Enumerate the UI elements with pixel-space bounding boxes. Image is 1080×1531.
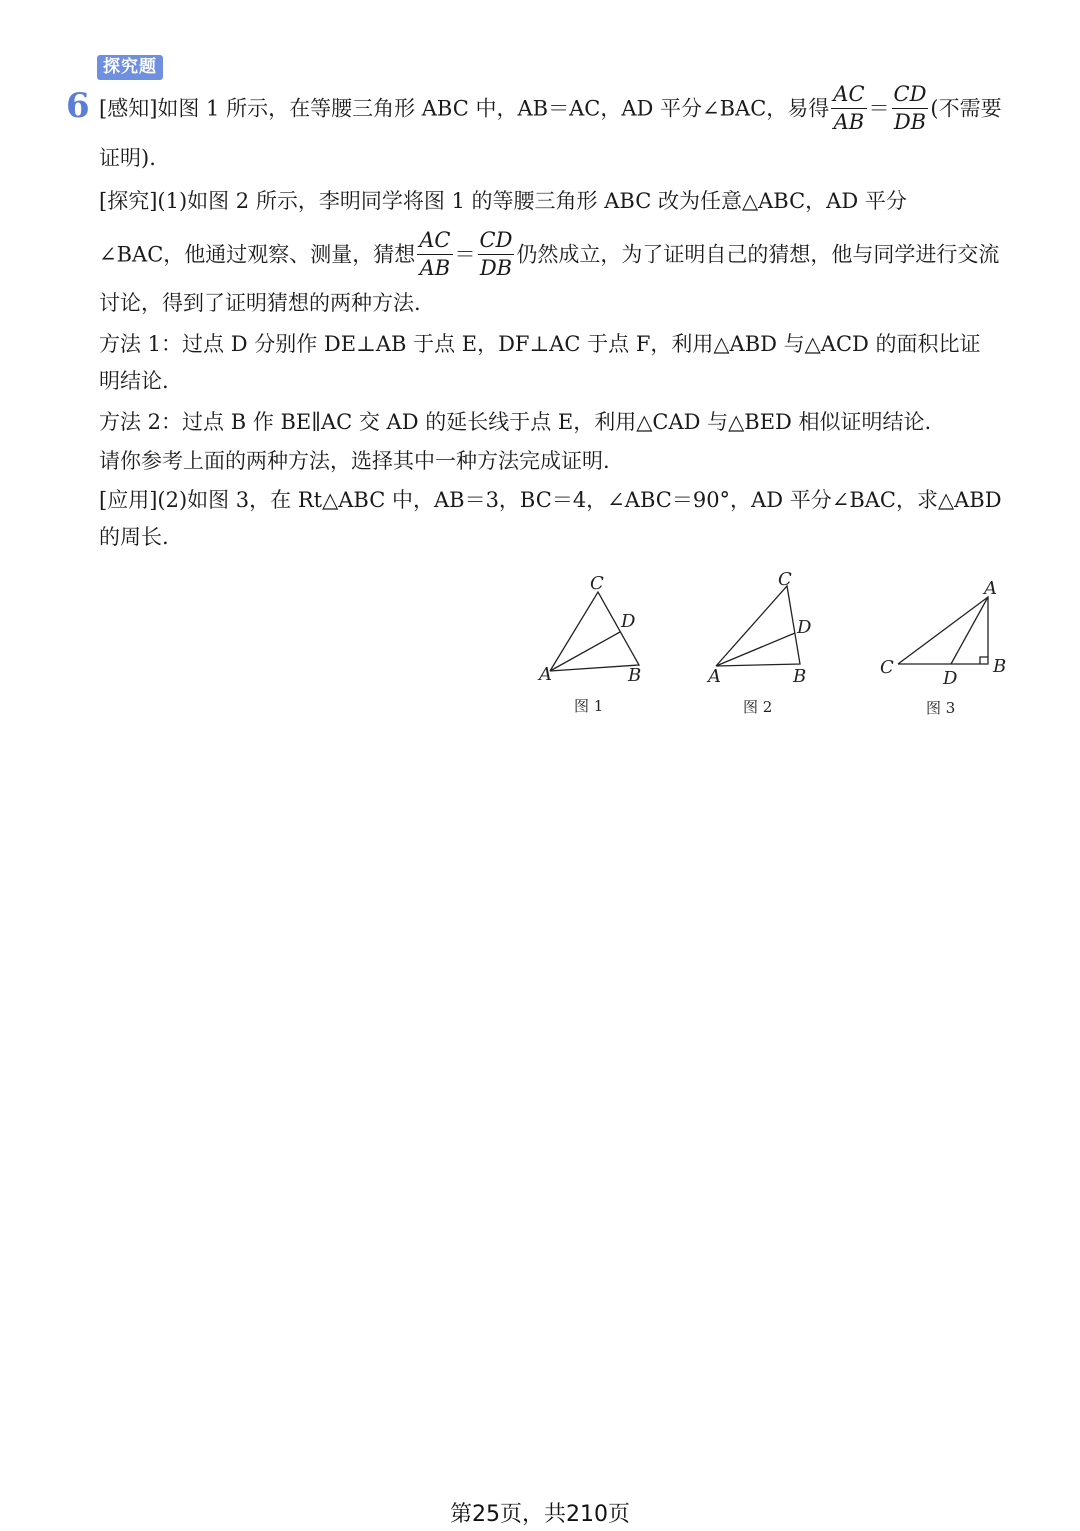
method1-line-2: 明结论. [99, 369, 169, 393]
figure-2 [716, 586, 800, 666]
figure-3-label-c: C [880, 657, 894, 678]
figure-1-label-b: B [628, 665, 642, 686]
figure-2-bisector [716, 633, 795, 666]
method2-line: 方法 2：过点 B 作 BE∥AC 交 AD 的延长线于点 E，利用△CAD 与△BED 相似证明结论. [99, 410, 932, 434]
figure-1-label-d: D [621, 611, 636, 632]
perceive-suffix: (不需要 [930, 96, 1002, 121]
explore-fraction-2: $\frac{CD}{DB}$ [479, 228, 513, 280]
figure-3-label-a: A [984, 578, 997, 599]
perceive-prefix: [感知]如图 1 所示，在等腰三角形 ABC 中，AB＝AC，AD 平分∠BAC，易得 [99, 96, 830, 121]
figure-3-bisector [951, 597, 988, 664]
figure-1-label-a: A [539, 664, 552, 685]
figure-2-label-a: A [708, 666, 721, 687]
explore-line-2: ∠BAC，他通过观察、测量，猜想 $\frac{AC}{AB}$ ＝ $\frac{CD}{DB}$ 仍然成立，为了证明自己的猜想，他与同学进行交流 [99, 228, 1000, 280]
figure-3-triangle [898, 597, 988, 664]
instruction-line: 请你参考上面的两种方法，选择其中一种方法完成证明. [99, 449, 610, 473]
question-number: 6 [66, 86, 90, 126]
explore-fraction-1: $\frac{AC}{AB}$ [419, 228, 451, 280]
figure-2-triangle [716, 586, 800, 666]
figure-1-label-c: C [590, 573, 604, 594]
figure-2-label-d: D [797, 617, 812, 638]
figure-1-caption: 图 1 [574, 697, 604, 715]
figure-2-caption: 图 2 [743, 698, 773, 716]
explore-line-1: [探究](1)如图 2 所示，李明同学将图 1 的等腰三角形 ABC 改为任意△ABC，AD 平分 [99, 189, 907, 213]
method1-line-1: 方法 1：过点 D 分别作 DE⊥AB 于点 E，DF⊥AC 于点 F，利用△ABD 与△ACD 的面积比证 [99, 332, 981, 356]
figure-1-bisector [550, 632, 620, 671]
figure-3-label-b: B [993, 656, 1007, 677]
figure-2-label-b: B [793, 666, 807, 687]
explore-line-3: 讨论，得到了证明猜想的两种方法. [99, 291, 421, 315]
page-footer: 第25页，共210页 [450, 1502, 630, 1527]
perceive-fraction-2: $\frac{CD}{DB}$ [893, 82, 927, 134]
perceive-fraction-1: $\frac{AC}{AB}$ [833, 82, 865, 134]
figure-3 [898, 597, 988, 664]
figure-3-label-d: D [943, 668, 958, 689]
apply-line-1: [应用](2)如图 3，在 Rt△ABC 中，AB＝3，BC＝4，∠ABC＝90°，AD 平分∠BAC，求△ABD [99, 488, 1002, 512]
figure-3-caption: 图 3 [926, 699, 956, 717]
section-badge: 探究题 [97, 55, 163, 80]
perceive-line-1: [感知]如图 1 所示，在等腰三角形 ABC 中，AB＝AC，AD 平分∠BAC，易得 $\frac{AC}{AB}$ ＝ $\frac{CD}{DB}$ (不需要 [99, 82, 1002, 134]
apply-line-2: 的周长. [99, 525, 169, 549]
figure-3-right-angle-mark [980, 657, 988, 664]
figures [528, 565, 1028, 730]
figure-2-label-c: C [778, 569, 792, 590]
perceive-line-2: 证明). [99, 146, 156, 170]
